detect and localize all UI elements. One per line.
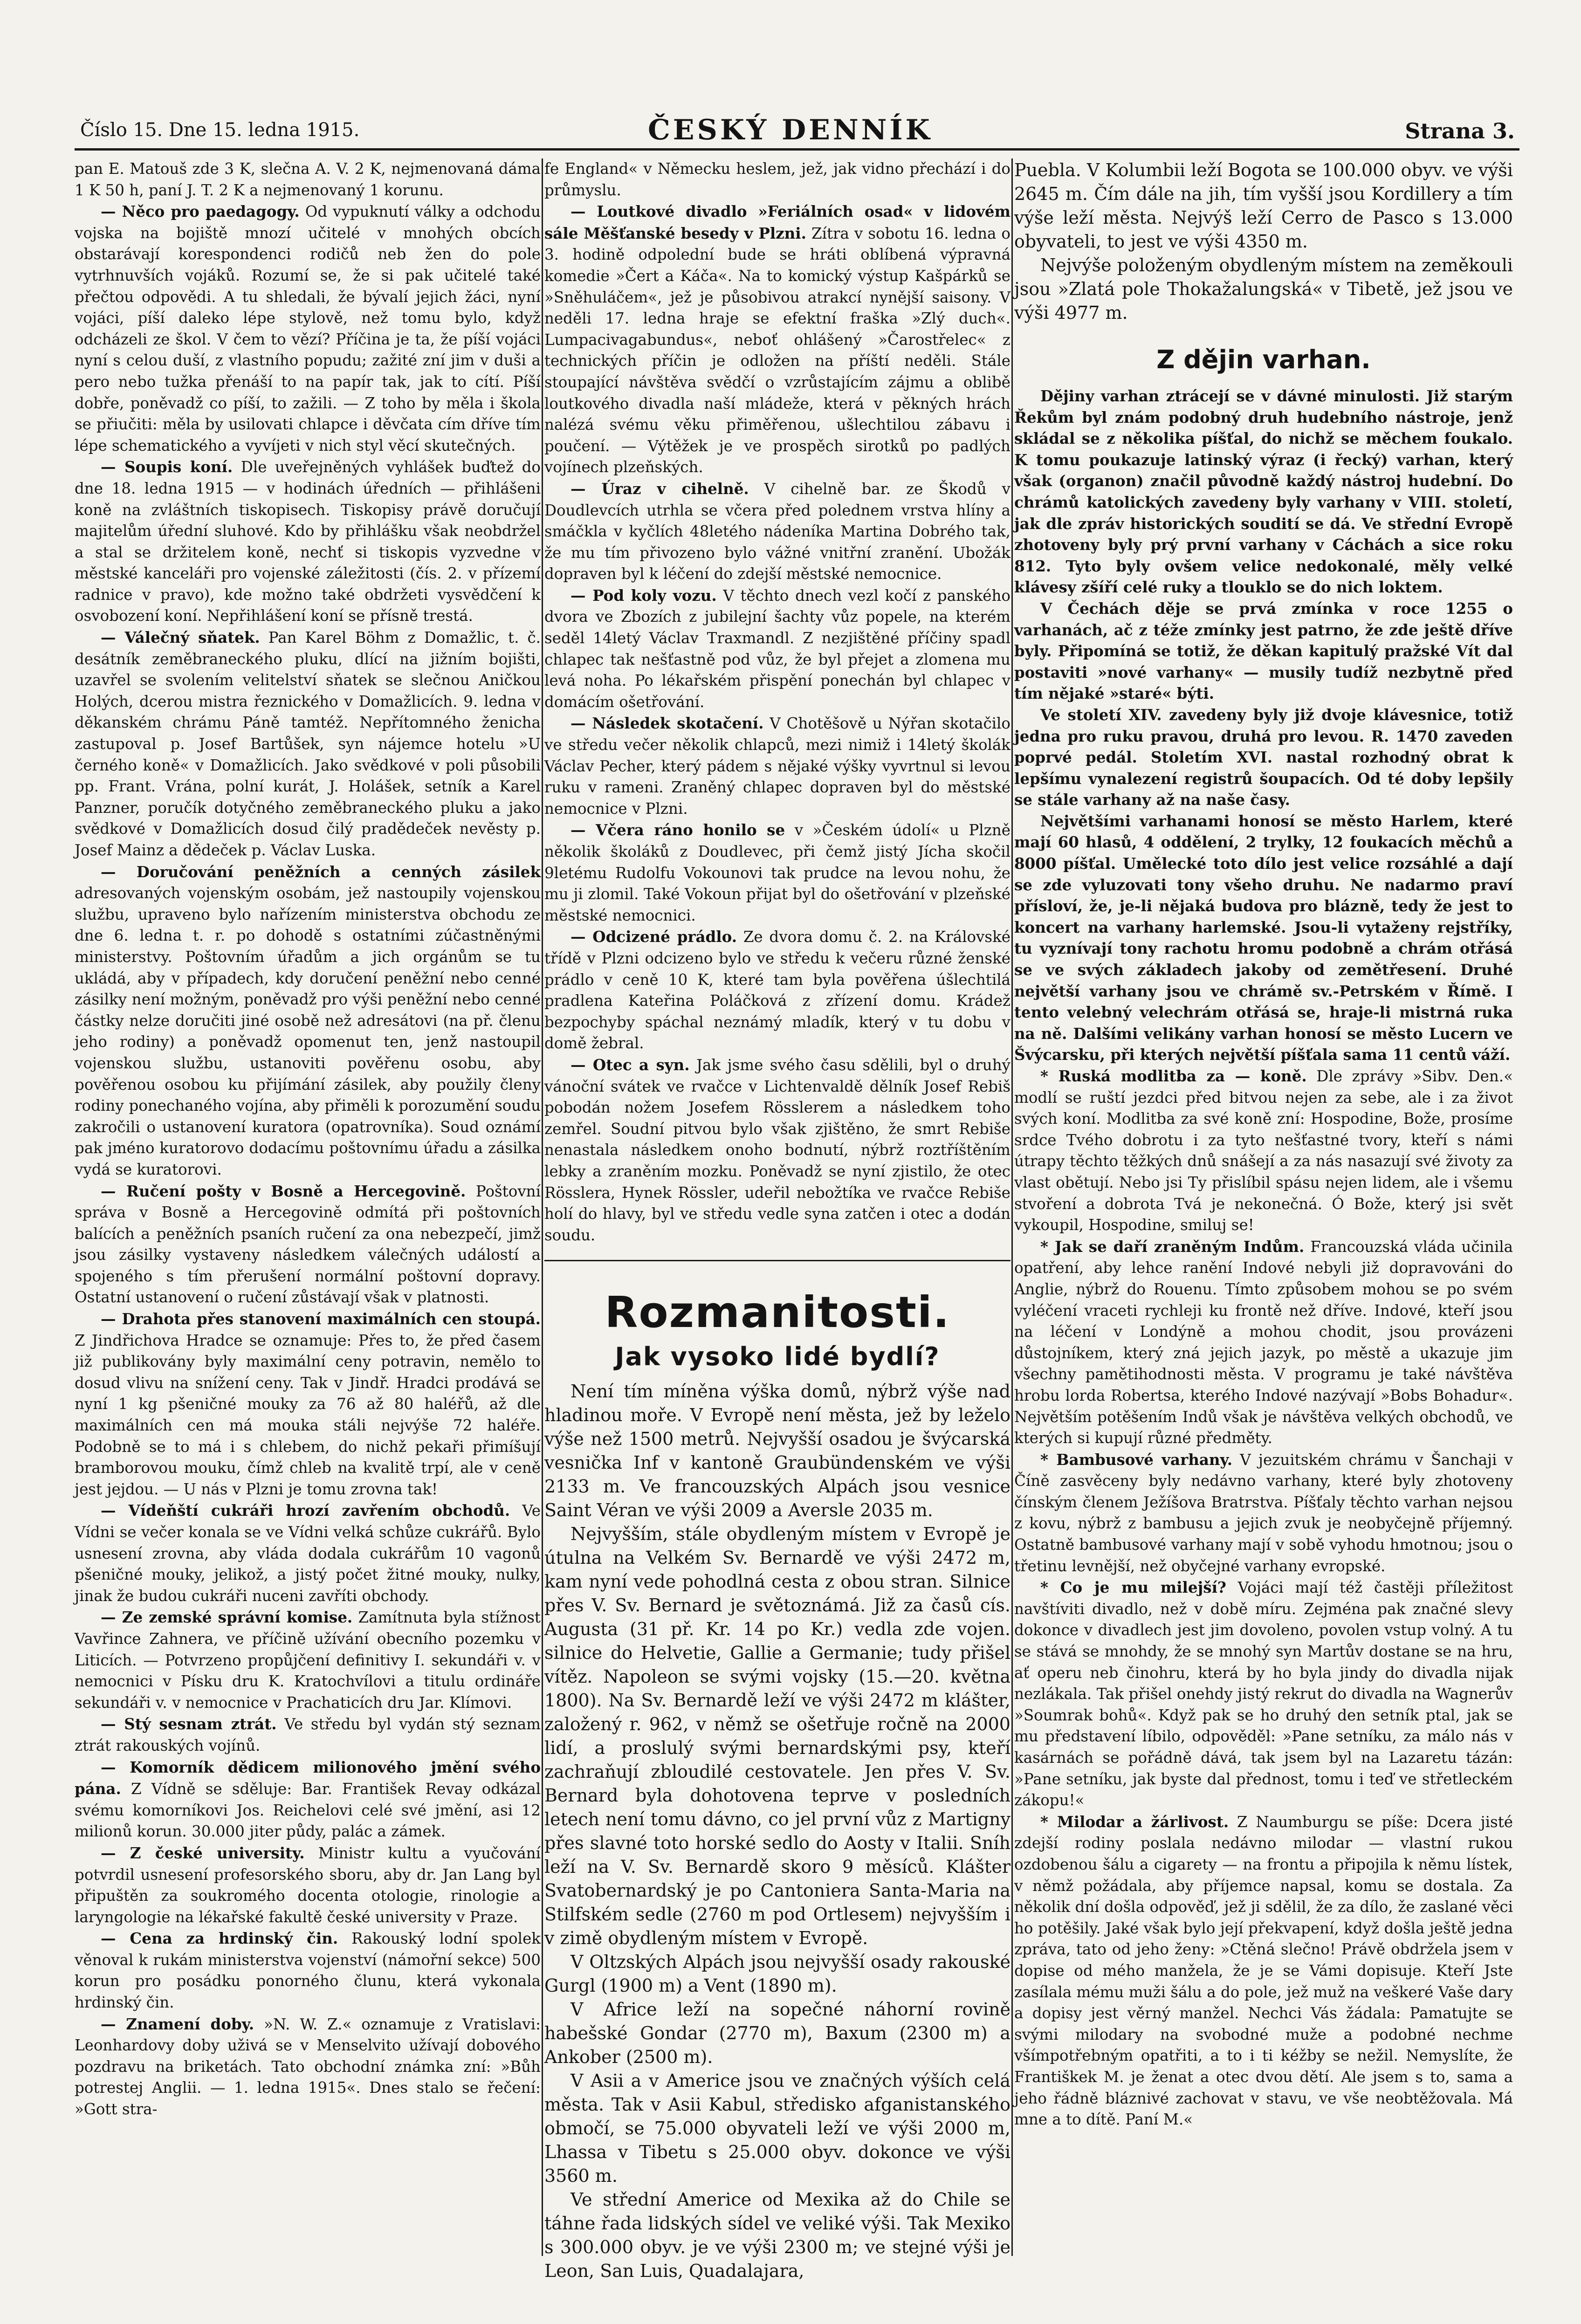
news-headline: — Vídeňští cukráři hrozí zavřením obchodů. [101,1501,510,1520]
news-headline: — Odcizené prádlo. [571,928,737,946]
news-text: V Chotěšově u Nýřan skotačilo ve středu večer několik chlapců, mezi nimiž i 14letý školák Václav Pecher, který pádem s nějaké výšky vyvrtnul si levou ruku v rameni. Zraněný chlapec dopraven byl do městské nemocnice v Plzni. [544,715,1010,818]
news-item [75,1500,541,1607]
news-text: Dle uveřejněných vyhlášek buďtež do dne 18. ledna 1915 — v hodinách úředních — přihlášeni koně na zvláštních tiskopisech. Tiskopisy právě doručují majitelům úřední sluhové. Kdo by přihlášku však neobdržel a stal se držitelem koně, nechť si tiskopis vyzvedne v městské kanceláři pro vojenské záležitosti (čís. 2. v přízemí radnice v pravo), kde možno také obdržeti vysvědčení k osvobození koní. Nepřihlášení koní se přísně trestá. [75,458,541,625]
column-1 [75,158,541,2265]
paragraph: Nejvyšším, stále obydleným místem v Evropě je útulna na Velkém Sv. Bernardě ve výši 2472 m, kam nyní vede pohodlná cesta z obou stran. Silnice přes V. Sv. Bernard je světoznámá. Již za časů cís. Augusta (31 př. Kr. 14 po Kr.) vedla zde vojen. silnice do Helvetie, Gallie a Germanie; tudy přišel vítěz. Napoleon se svými vojsky (15.—20. května 1800). Na Sv. Bernardě leží ve výši 2472 m klášter, založený r. 962, v němž se ošetřuje ročně na 2000 lidí, a proslulý svými bernardskými psy, kteří zachraňují zbloudilé cestovatele. Jen přes V. Sv. Bernard byla dohotovena teprve v posledních letech není tomu dávno, co jel první vůz z Martigny přes slavné toto horské sedlo do Aosty v Italii. Sníh leží na V. Sv. Bernardě skoro 9 měsíců. Klášter Svatobernardský je po Cantoniera Santa-Maria na Stilfském sedle (2760 m pod Ortlesem) nejvyšším i v zimě obydleným místem v Evropě. [544,1524,1010,1949]
news-item [75,2014,541,2120]
news-headline: — Drahota přes stanovení maximálních cen stoupá. [101,1310,541,1328]
news-headline: — Loutkové divadlo »Feriálních osad« v lidovém sále Měšťanské besedy v Plzni. [544,202,1010,242]
news-headline: — Otec a syn. [571,1055,690,1074]
news-item [544,1054,1010,1246]
article-body [544,1380,1010,2283]
column-divider [1011,158,1013,2256]
news-item [75,861,541,1181]
news-text: Zítra v sobotu 16. ledna o 3. hodině odpolední bude se hráti oblíbená výpravná komedie »Čert a Káča«. Na to komický výstup Kašpárků se »Sněhuláčem«, jež je působivou atrakcí nynější saisony. V neděli 17. ledna hraje se efektní fraška »Zlý duch«. Lumpacivagabundus«, neboť ohlášený »Čarostřelec« z technických příčin je odložen na příští neděli. Stále stoupající návštěva svědčí o vzrůstajícím zájmu a oblibě loutkového divadla naší mládeže, která v pěkných hrách nalézá svému věku přiměřenou, ušlechtilou zábavu i poučení. — Výtěžek je ve prospěch sirotků po padlých vojínech plzeňských. [544,224,1010,476]
news-headline: — Znamení doby. [101,2015,254,2033]
news-text: Od vypuknutí války a odchodu vojska na bojiště mnozí učitelé v mnohých obcích obstarávají korespondenci rodičů neb žen do pole vytrhnuvších vojáků. Rozumí se, že si pak učitelé také přečtou odpovědi. A tu shledali, že bývalí jejich žáci, nyní vojáci, píší daleko lépe stylově, než tomu bylo, když odcházeli ze škol. V čem to vězí? Příčina je ta, že píší vojáci nyní s celou duší, z vlastního popudu; zažité zní jim v duši a pero nebo tužka přenáší to na papír tak, jak to cítí. Píší dobře, poněvadž co píší, to zažili. — Z toho by měla i škola se přiučiti: měla by usilovati chlapce i děvčata cím dříve tím lépe schematického a vyvíjeti v nich styl věcí skutečných. [75,203,541,454]
news-headline: — Stý sesnam ztrát. [101,1715,277,1733]
news-item [544,585,1010,713]
paragraph: V Africe leží na sopečné náhorní rovině habešské Gondar (2770 m), Baxum (2300 m) a Ankober (2500 m). [544,1999,1010,2068]
news-headline: * Bambusové varhany. [1040,1450,1233,1469]
news-text: Zamítnuta byla stížnost Vavřince Zahnera, ve příčině užívání obecního pozemku v Liticích. — Potvrzeno propůjčení definitivy I. sekundáři v. v nemocnici v Písku dru K. Kratochvílovi a titulu ordináře sekundáři v. v nemocnice v Prachaticích dru Jar. Klímovi. [75,1609,541,1712]
news-item [75,456,541,627]
news-item [75,1757,541,1843]
news-text: Francouzská vláda učinila opatření, aby lehce ranění Indové nebyli již dopravováni do Anglie, nýbrž do Rouenu. Tímto způsobem mohou se po svém vyléčení vraceti rychleji ku frontě než dříve. Indové, kteří jsou na léčení v Londýně a mohou chodit, jsou provázeni důstojníkem, který zná jejich jazyk, po městě a ukazuje jim všechny pamětihodnosti města. V programu je také návštěva hrobu lorda Robertsa, kterého Indové nazývají »Bobs Bohadur«. Největším potěšením Indů však je návštěva velkých obchodů, ve kterých si kupují různé předměty. [1014,1238,1513,1447]
news-headline: — Válečný sňatek. [101,628,260,647]
news-headline: — Následek skotačení. [571,714,764,733]
news-text: Rakouský lodní spolek věnoval k rukám ministerstva vojenství (námořní sekce) 500 korun pro posádku ponorného člunu, která vykonala hrdinský čin. [75,1930,541,2012]
news-item [75,1713,541,1756]
paragraph: Nejvýše položeným obydleným místem na zeměkouli jsou »Zlatá pole Thokažalungská« v Tibetě, jež jsou ve výši 4977 m. [1014,255,1513,323]
misc-news [1014,1066,1513,2131]
news-item [75,1928,541,2013]
news-text: Ve Vídni se večer konala se ve Vídni velká schůze cukrářů. Bylo usnesení zrovna, aby vláda dodala cukrářům 10 vagonů pšeničné mouky, jelikož, a jistý počet žitné mouky, nulky, jinak že budou cukráři nuceni zavříti obchody. [75,1502,541,1605]
paragraph: Puebla. V Kolumbii leží Bogota se 100.000 obyv. ve výši 2645 m. Čím dále na jih, tím vyšší jsou Kordillery a tím výše leží města. Nejvýš leží Cerro de Pasco s 13.000 obyvateli, to jest ve výši 4350 m. [1014,160,1513,252]
section-rule [544,1260,1010,1261]
news-item [544,926,1010,1054]
section-title: Rozmanitosti. [605,1287,950,1338]
paragraph: V Čechách děje se prvá zmínka v roce 1255 o varhanách, ač z téže zmínky jest patrno, že zde ještě dříve byly. Připomíná se totiž, že děkan kapitulý pražské Vít dal postaviti »nové varhany« — musily tudíž nezbytně před tím nějaké »staré« býti. [1014,599,1513,703]
news-item [75,201,541,456]
local-news [544,158,1010,1246]
news-text: v »Českém údolí« u Plzně několik školáků z Doudlevec, při čemž jistý Jícha skočil 9letému Rudolfu Vokounovi tak prudce na levou nohu, že mu ji zlomil. Také Vokoun přijat byl do ošetřování v plzeňské městské nemocnici. [544,821,1010,924]
news-item [1014,1577,1513,1811]
news-text: adresovaných vojenským osobám, jež nastoupily vojenskou službu, upraveno bylo nařízením ministerstva obchodu ze dne 6. ledna t. r. po dohodě s ostatními zúčastněnými ministerstvy. Poštovním úřadům a jich orgánům se tu ukládá, aby v případech, kdy doručení peněžní nebo cenné zásilky není možným, poněvadž pro výši peněžní nebo cenné částky nelze doručiti jiné osobě než adresátovi (na př. členu jeho rodiny) a poněvadž opomenut ten, jenž nastoupil vojenskou službu, ustanoviti pověřenu osobu, aby pověřenou osobou ku přijímání zásilek, aby použily členy rodiny ponechaného vojína, aby přiměli k porozumění soudu zakročili o ustanovení kuratora (opatrovníka). Soud oznámí pak jméno kuratorovo dodacímu poštovnímu úřadu a zásilka vydá se kuratorovi. [75,884,541,1178]
page-number: Strana 3. [1405,118,1515,144]
news-headline: — Soupis koní. [101,458,233,476]
news-text: Vojáci mají též častěji příležitost navštíviti divadlo, než v době míru. Zejména pak značné slevy dokonce v divadlech jest jim dovoleno, povolen vstup volný. A tu se stává se mnohdy, že se mnohý syn Martův dostane se na hru, ať operu neb činohru, která by ho byla jindy do divadla nijak nezlákala. Tak přišel onehdy jistý rekrut do divadla na Wagnerův »Soumrak bohů«. Když pak se ho druhý den setník ptal, jak se mu představení líbilo, odpověděl: »Pane setníku, za málo nás v kasárnách se pořádně dává, tak jsem byl na Lazaretu tázán: »Pane setníku, jak byste dal přednost, tomu i teď ve střetleckém zákopu!« [1014,1579,1513,1809]
issue-date: Číslo 15. Dne 15. ledna 1915. [80,119,360,141]
paragraph: Není tím míněna výška domů, nýbrž výše nad hladinou moře. V Evropě není města, jež by leželo výše než 1500 metrů. Nejvyšší osadou je švýcarská vesnička Inf v kantoně Graubündenském ve výši 2133 m. Ve francouzských Alpách jsou vesnice Saint Véran ve výši 2009 a Aversle 2035 m. [544,1381,1010,1521]
article-title: Z dějin varhan. [1156,345,1371,374]
article-title: Jak vysoko lidé bydlí? [615,1342,940,1372]
news-text: Poštovní správa v Bosně a Hercegovině odmítá při poštovních balících a peněžních psaních ručení za ona nebezpečí, jimž jsou zásilky vystaveny následkem válečných událostí a spojeného s tím přerušení normální poštovní dopravy. Ostatní ustanovení o ručení zůstávají však v platnosti. [75,1182,541,1306]
news-item [544,158,1010,201]
column-divider [542,158,543,2256]
news-headline: * Ruská modlitba za — koně. [1040,1067,1307,1085]
news-text: Ministr kultu a vyučování potvrdil usnesení profesorského sboru, aby dr. Jan Lang byl připuštěn za soukromého docenta otologie, rinologie a laryngologie na lékařské fakultě české university v Praze. [75,1844,541,1926]
news-headline: — Cena za hrdinský čin. [101,1929,338,1948]
paragraph: Dějiny varhan ztrácejí se v dávné minulosti. Již starým Řekům byl znám podobný druh hudebního nástroje, jenž skládal se z několika píšťal, do nichž se měchem foukalo. K tomu poukazuje latinský výraz (i řecký) varhan, který však (organon) značil původně každý nástroj hudební. Do chrámů katolických zavedeny byly varhany v VIII. století, jak dle zpráv historických soudití se dá. Ve střední Evropě zhotoveny byly prý první varhany v Cáchách a sice roku 812. Tyto byly ovšem velice nedokonalé, měly velké klávesy zšíří celé ruky a tlouklo se do nich loktem. [1014,387,1513,597]
news-headline: — Ze zemské správní komise. [101,1608,353,1627]
news-item [75,158,541,201]
news-text: V jezuitském chrámu v Šanchaji v Číně zasvěceny byly nedávno varhany, které byly zhotoveny čínským členem Ježíšova Bratrstva. Píšťaly těchto varhan nejsou z kovu, nýbrž z bambusu a jejich zvuk je neobyčejně příjemný. Ostatně bambusové varhany mají v sobě vyhodu hmotnou; jsou o třetinu levnější, než obyčejné varhany evropské. [1014,1451,1513,1575]
news-item [544,201,1010,478]
news-text: Z Vídně se sděluje: Bar. František Revay odkázal svému komorníkovi Jos. Reichelovi celé své jmění, asi 12 milionů korun. 30.000 jiter půdy, palác a zámek. [75,1780,541,1841]
news-text: V těchto dnech vezl kočí z panského dvora ve Zbozích z jubilejní šachty vůz popele, na kterém seděl 14letý Václav Traxmandl. Z nezjištěné příčiny spadl chlapec tak nešťastně pod vůz, že byl přejet a zlomena mu levá noha. Po lékařském přispění ponechán byl chlapec v domácím ošetřování. [544,586,1010,711]
news-text: Ve středu byl vydán stý seznam ztrát rakouských vojínů. [75,1715,541,1754]
paragraph: Ve střední Americe od Mexika až do Chile se táhne řada lidských sídel ve veliké výši. Tak Mexiko s 300.000 obyv. je ve výši 2300 m; ve stejné výši je Leon, San Luis, Quadalajara, [544,2189,1010,2282]
column-2 [544,158,1010,2282]
news-headline: — Komorník dědicem milionového jmění svého pána. [75,1758,541,1798]
page-header [75,111,1519,151]
news-item [544,713,1010,819]
news-headline: — Z české university. [101,1843,305,1862]
news-text: V cihelně bar. ze Škodů v Doudlevcích utrhla se včera před polednem vrstva hlíny a smáčkla v kyčlích 48letého nádeníka Martina Dobrého tak, že mu tím přivozeno bylo vážné vnitřní zranění. Ubožák dopraven byl k léčení do zdejší městské nemocnice. [544,480,1010,583]
news-item [75,627,541,861]
news-item [75,1308,541,1500]
news-item [1014,1449,1513,1577]
news-item [544,819,1010,926]
news-item [75,1843,541,1928]
news-headline: * Co je mu milejší? [1040,1578,1226,1597]
news-text: Z Naumburgu se píše: Dcera jisté zdejší rodiny poslala nedávno milodar — vlastní rukou ozdobenou šálu a cigarety — na frontu a připojila k němu lístek, v němž požádala, aby příjemce napsal, komu se dostala. Za několik dní došla odpověď, jež ji sdělil, že za dílo, že zaslané věci ho potěšily. Jaké však bylo její překvapení, když došla ještě jedna zpráva, tato od jeho ženy: »Ctěná slečno! Právě obdržela jsem v dopise od mého manžela, že je se Vámi dopisuje. Kteří Jste zasílala mému muži šálu a do pole, jež muž na veškeré Vaše dary a dopisy jest věrný manžel. Nechci Vás žádala: Pamatujte se svými milodary na svobodné muže a podobné nechme všímpotřebným opatřiti, a to i ti kéžby se nežil. Nemyslíte, že Františkek M. je ženat a otec dvou dětí. Ale jsem s to, sama a jeho řádně bláznivé zachovat v stavu, ve vše neobtěžovala. Má mne a to dítě. Paní M.« [1014,1813,1513,2129]
news-text: pan E. Matouš zde 3 K, slečna A. V. 2 K, nejmenovaná dáma 1 K 50 h, paní J. T. 2 K a nejmenovaný 1 korunu. [75,160,541,199]
news-item [75,1181,541,1309]
news-text: Ze dvora domu č. 2. na Královské třídě v Plzni odcizeno bylo ve středu k večeru různé ženské prádlo v ceně 10 K, které tam byla pověřena úšlechtilá pradlena Kateřina Poláčková z zřízení domu. Krádež bezpochyby spáchal neznámý mladík, který v tu dobu v domě žebral. [544,928,1010,1052]
news-text: »N. W. Z.« oznamuje z Vratislavi: Leonhardovy doby uživá se v Menselvito užívají dobového pozdravu na briketách. Tato obchodní známka zní: »Bůh potrestej Anglii. — 1. ledna 1915«. Dnes stalo se řečení: »Gott stra- [75,2015,541,2118]
news-headline: * Jak se daří zraněným Indům. [1040,1237,1305,1256]
news-headline: * Milodar a žárlivost. [1040,1812,1229,1831]
article-continuation [1014,158,1513,325]
news-item [1014,1066,1513,1236]
news-headline: — Doručování peněžních a cenných zásilek [101,862,541,881]
news-headline: — Něco pro paedagogy. [101,202,300,221]
paragraph: Ve století XIV. zavedeny byly již dvoje klávesnice, totiž jedna pro ruku pravou, druhá pro levou. R. 1470 zaveden poprvé pedál. Stoletím XVI. nastal rozhodný obrat k lepšímu vynalezení registrů šoupacích. Od té doby lepšily se stále varhany až na naše časy. [1014,705,1513,809]
news-text: Dle zprávy »Sibv. Den.« modlí se ruští jezdci před bitvou nejen za sebe, ale i za život svých koní. Modlitba za své koně zní: Hospodine, Bože, prosíme srdce Tvého dobrotu i za tyto nešťastné tvory, kteří s námi útrapy těchto těžkých dnů snášejí a za nás nasazují své životy za vlast obětují. Nebo jsi Ty přislíbil spásu nejen lidem, ale i všemu stvoření a dobrota Tvá je nekonečná. Ó Bože, který jsi svět vykoupil, Hospodine, smiluj se! [1014,1067,1513,1234]
article-body [1014,385,1513,1066]
news-text: Pan Karel Böhm z Domažlic, t. č. desátník zeměbraneckého pluku, dlící na jižním bojišti, uzavřel se svolením velitelství sňatek se slečnou Aničkou Holých, dcerou mistra řeznického v Domažlicích. 9. ledna v děkanském chrámu Páně tamtéž. Nepřítomného ženicha zastupoval p. Josef Bartůšek, syn nájemce hotelu »U černého koně« v Domažlicích. Jako svědkové v poli působili pp. Frant. Vrána, polní kurát, J. Holášek, setník a Karel Panzner, poručík dotyčného zeměbraneckého pluku a jako svědkové v Domažlicích dosud čilý pradědeček nevěsty p. Josef Mainz a dědeček p. Václav Luska. [75,629,541,859]
news-headline: — Ručení pošty v Bosně a Hercegovině. [101,1182,466,1200]
news-headline: — Úraz v cihelně. [571,479,749,498]
news-item [1014,1236,1513,1449]
paragraph: V Oltzských Alpách jsou nejvyšší osady rakouské Gurgl (1900 m) a Vent (1890 m). [544,1952,1010,1996]
news-text: fe England« v Německu heslem, jež, jak vidno přechází i do průmyslu. [544,160,1010,199]
news-item [75,1607,541,1713]
news-item [1014,1811,1513,2131]
paragraph: Největšími varhanami honosí se město Harlem, které mají 60 hlasů, 4 oddělení, 2 trylky, 12 foukacích měchů a 8000 píšťal. Umělecké toto dílo jest velice rozsáhlé a dají se zde vyluzovati tony všeho druhu. Ne nadarmo praví přísloví, že, je-li nějaká budova pro blázně, tedy že jest to koncert na varhany harlemské. Jsou-li vytaženy rejstříky, tu vyznívají tony rachotu hromu podobně a chrám otřásá se ve svých základech jakoby od zemětřesení. Druhé největší varhany jsou ve chrámě sv.-Petrském v Římě. I tento velebný velechrám otřásá se, hraje-li mistrná ruka na ně. Dalšími velikány varhan honosí se město Lucern ve Švýcarsku, při kterých největší píšťala sama 11 centů váží. [1014,811,1513,1064]
masthead-title: ČESKÝ DENNÍK [648,114,933,146]
news-headline: — Pod koly vozu. [571,586,717,605]
news-headline: — Včera ráno honilo se [571,821,785,839]
news-text: Z Jindřichova Hradce se oznamuje: Přes to, že před časem již publikovány byly maximální ceny potravin, nemělo to dosud vlivu na snížení ceny. Tak v Jindř. Hradci prodává se nyní 1 kg pšeničné mouky za 76 až 80 haléřů, až dle maximálních cen má mouka stáli nejvýše 72 haléře. Podobně se to má i s chlebem, do nichž pekaři přimíšují bramborovou mouku, čímž chleb na kvalitě trpí, ale v ceně jest jejdou. — U nás v Plzni je tomu zrovna tak! [75,1331,541,1498]
news-item [544,478,1010,585]
paragraph: V Asii a v Americe jsou ve značných výších celá města. Tak v Asii Kabul, středisko afganistanského območí, se 75.000 obyvateli leží ve výši 2000 m, Lhassa v Tibetu s 25.000 obyv. dokonce ve výši 3560 m. [544,2070,1010,2186]
news-text: Jak jsme svého času sdělili, byl o druhý vánoční svátek ve rvačce v Lichtenvaldě dělník Josef Rebiš pobodán nožem Josefem Rösslerem a následkem toho zemřel. Soudní pitvou bylo však zjištěno, že smrt Rebiše nenastala následkem onoho bodnutí, nýbrž roztříštěním lebky a zraněním mozku. Poněvadž se nyní zjistilo, že otec Rösslera, Hynek Rössler, udeřil nebožtíka ve rvačce Rebiše holí do hlavy, byl ve středu vedle syna zatčen i otec a dodán soudu. [544,1056,1010,1244]
column-3 [1014,158,1513,2265]
